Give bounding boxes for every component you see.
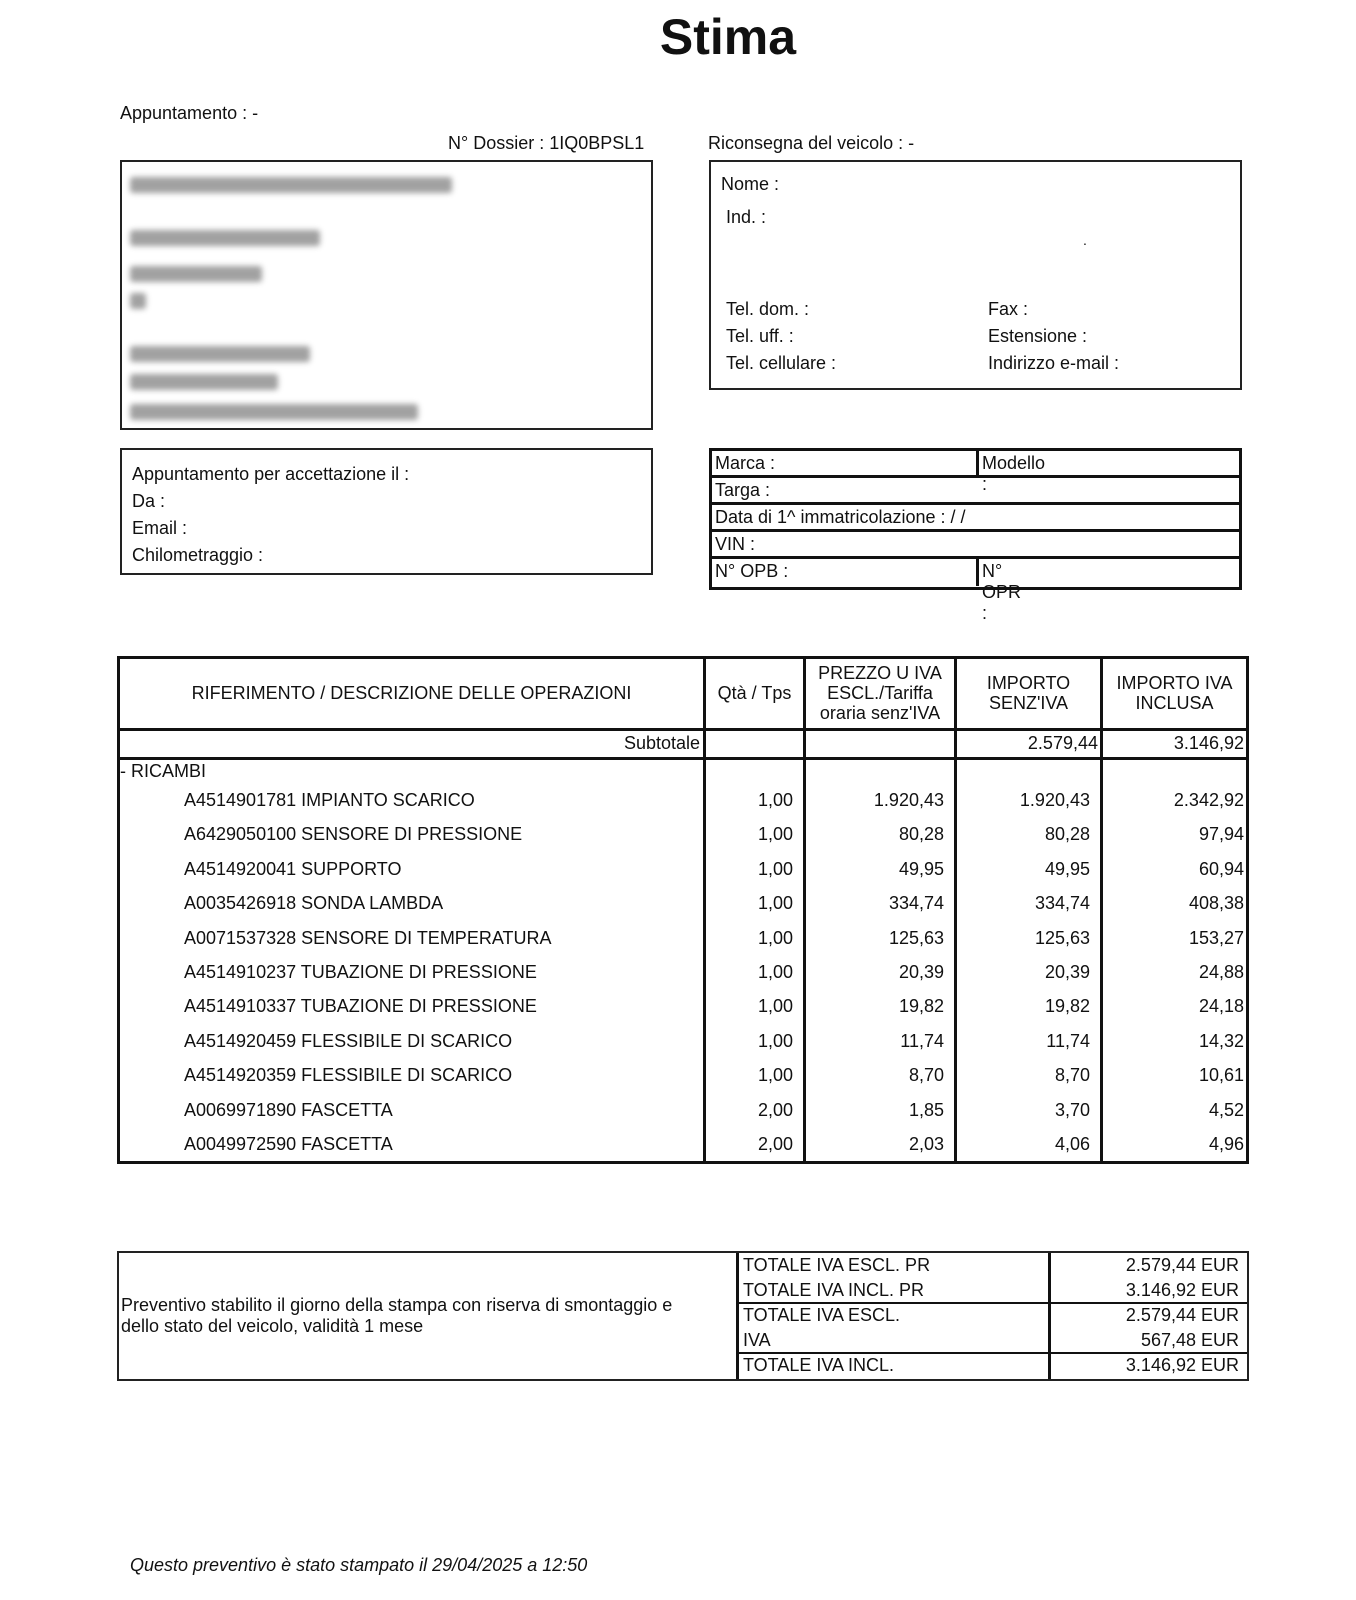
row-unit: 20,39 [898,962,944,982]
estimate-note-line2: dello stato del veicolo, validità 1 mese [121,1316,424,1336]
owner-address-dot: . [1083,232,1087,248]
owner-address-label: Ind. : [726,207,767,227]
owner-box [709,160,1242,390]
row-excl: 8,70 [1054,1065,1090,1086]
row-unit: 80,28 [898,824,944,845]
total-incl-pr-label: TOTALE IVA INCL. PR [743,1280,925,1300]
header-unit-price [806,659,954,727]
redacted-line [130,404,418,420]
client-address-box [120,160,653,430]
total-excl-pr-value: 2.579,44 EUR [1125,1255,1239,1275]
header-description: RIFERIMENTO / DESCRIZIONE DELLE OPERAZIONI [191,683,632,703]
redacted-line [130,177,452,193]
header-unit-price-line2: ESCL./Tariffa [827,683,933,703]
vehicle-info-table [709,448,1242,623]
redacted-line [130,230,320,246]
header-unit-price-line3: oraria senz'IVA [819,703,941,723]
owner-extension-label: Estensione : [988,326,1088,346]
redacted-line [130,374,278,390]
total-excl-value: 2.579,44 EUR [1125,1305,1239,1325]
header-unit-price-line1: PREZZO U IVA [818,663,942,683]
row-qty: 1,00 [757,996,793,1017]
header-amount-excl-line2: SENZ'IVA [988,693,1069,713]
vehicle-return-label: Riconsegna del veicolo : - [708,133,915,153]
row-qty: 1,00 [757,893,793,914]
dossier-number: N° Dossier : 1IQ0BPSL1 [448,133,645,153]
row-incl: 4,52 [1208,1099,1244,1120]
row-qty: 1,00 [757,962,793,982]
row-unit: 49,95 [898,858,944,879]
row-qty: 1,00 [757,858,793,879]
row-qty: 1,00 [757,790,793,810]
acceptance-appointment-label: Appuntamento per accettazione il : [132,464,410,484]
header-amount-incl-line2: INCLUSA [1135,693,1214,713]
row-incl: 24,88 [1198,962,1244,982]
row-description: A0035426918 SONDA LAMBDA [184,893,444,914]
total-excl-pr-label: TOTALE IVA ESCL. PR [743,1255,931,1275]
row-excl: 11,74 [1046,1030,1090,1051]
row-incl: 97,94 [1198,824,1244,845]
acceptance-box [120,448,653,575]
header-amount-incl [1103,659,1246,727]
header-amount-incl-line1: IMPORTO IVA [1116,673,1233,693]
vehicle-registration-label: Data di 1^ immatricolazione : / / [715,507,966,527]
vehicle-plate-label: Targa : [715,480,771,500]
vehicle-brand-label: Marca : [715,453,776,473]
total-excl-label: TOTALE IVA ESCL. [743,1305,901,1325]
redacted-line [130,346,310,362]
row-qty: 2,00 [757,1134,793,1154]
row-description: A4514920359 FLESSIBILE DI SCARICO [184,1065,513,1086]
row-description: A0049972590 FASCETTA [184,1134,393,1154]
row-incl: 408,38 [1188,893,1244,914]
vehicle-vin-label: VIN : [715,534,756,554]
vehicle-opb-label: N° OPB : [715,561,789,581]
vehicle-row-vin [712,532,1239,559]
operations-table [117,656,1249,1164]
header-amount-excl [957,659,1100,727]
owner-fax-label: Fax : [988,299,1029,319]
owner-tel-office-label: Tel. uff. : [726,326,794,346]
row-unit: 11,74 [900,1030,944,1051]
document-title: Stima [659,9,797,65]
row-description: A4514910337 TUBAZIONE DI PRESSIONE [184,996,537,1017]
row-excl: 19,82 [1044,996,1090,1017]
acceptance-email-label: Email : [132,518,188,538]
total-incl-value: 3.146,92 EUR [1125,1355,1239,1375]
estimate-note [121,1295,721,1337]
estimate-note-line1: Preventivo stabilito il giorno della stampa con riserva di smontaggio e [121,1295,673,1315]
subtotal-excl: 2.579,44 [1027,733,1098,753]
row-qty: 1,00 [757,1065,793,1086]
print-timestamp: Questo preventivo è stato stampato il 29/04/2025 a 12:50 [130,1555,588,1575]
row-qty: 1,00 [757,1030,793,1051]
row-qty: 2,00 [757,1099,793,1120]
row-incl: 153,27 [1188,927,1244,948]
row-description: A4514910237 TUBAZIONE DI PRESSIONE [184,962,537,982]
row-description: A6429050100 SENSORE DI PRESSIONE [184,824,523,845]
row-description: A4514901781 IMPIANTO SCARICO [184,790,475,810]
row-unit: 19,82 [898,996,944,1017]
row-unit: 125,63 [888,927,944,948]
subtotal-incl: 3.146,92 [1173,733,1244,753]
appointment-label: Appuntamento : - [120,103,259,123]
subtotal-label: Subtotale [623,733,700,753]
row-excl: 4,06 [1054,1134,1090,1154]
header-amount-excl-line1: IMPORTO [986,673,1071,693]
row-unit: 1.920,43 [873,790,944,810]
owner-name-label: Nome : [721,174,780,194]
row-description: A4514920041 SUPPORTO [184,858,402,879]
row-excl: 3,70 [1054,1099,1090,1120]
acceptance-from-label: Da : [132,491,166,511]
row-qty: 1,00 [757,927,793,948]
owner-email-label: Indirizzo e-mail : [988,353,1120,373]
row-incl: 4,96 [1208,1134,1244,1154]
row-description: A4514920459 FLESSIBILE DI SCARICO [184,1030,513,1051]
row-description: A0069971890 FASCETTA [184,1099,393,1120]
vat-label: IVA [743,1330,771,1350]
row-qty: 1,00 [757,824,793,845]
acceptance-mileage-label: Chilometraggio : [132,545,264,565]
redacted-line [130,266,262,282]
row-excl: 49,95 [1044,858,1090,879]
vehicle-row-opb [712,559,1239,623]
section-ricambi: - RICAMBI [120,761,207,781]
row-unit: 334,74 [888,893,944,914]
row-incl: 2.342,92 [1173,790,1244,810]
vehicle-opr-label: N° OPR : [982,561,1022,623]
row-excl: 1.920,43 [1019,790,1090,810]
total-incl-pr-value: 3.146,92 EUR [1125,1280,1239,1300]
vehicle-row-registration [712,505,1239,532]
total-incl-label: TOTALE IVA INCL. [743,1355,895,1375]
vehicle-row-plate [712,478,1239,505]
row-description: A0071537328 SENSORE DI TEMPERATURA [184,927,552,948]
owner-tel-home-label: Tel. dom. : [726,299,810,319]
row-incl: 24,18 [1198,996,1244,1017]
row-unit: 2,03 [908,1134,944,1154]
redacted-line [130,293,146,309]
row-incl: 14,32 [1198,1030,1244,1051]
row-incl: 10,61 [1198,1065,1244,1086]
header-qty: Qtà / Tps [717,683,792,703]
vehicle-model-label: Modello : [982,453,1046,494]
row-unit: 1,85 [908,1099,944,1120]
vat-value: 567,48 EUR [1140,1330,1239,1350]
totals-box [117,1251,1249,1381]
row-excl: 125,63 [1034,927,1090,948]
row-incl: 60,94 [1198,858,1244,879]
row-excl: 334,74 [1034,893,1090,914]
owner-tel-mobile-label: Tel. cellulare : [726,353,837,373]
row-excl: 80,28 [1044,824,1090,845]
row-unit: 8,70 [908,1065,944,1086]
row-excl: 20,39 [1044,962,1090,982]
